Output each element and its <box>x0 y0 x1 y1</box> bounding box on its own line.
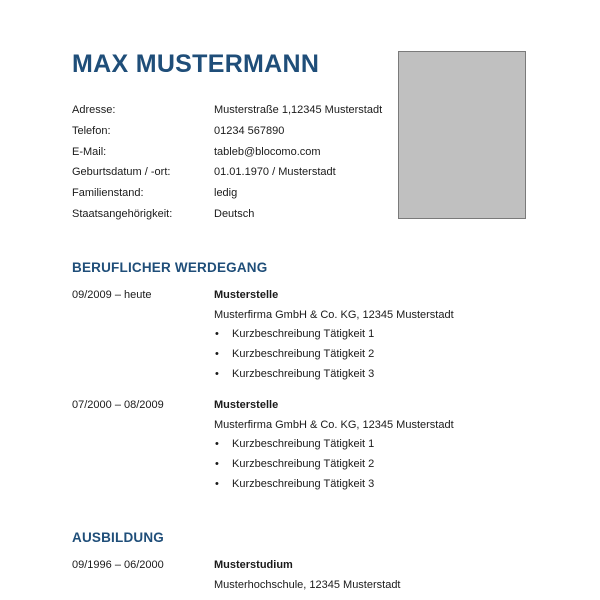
info-row-phone <box>72 121 402 142</box>
info-row-birth <box>72 162 402 183</box>
entry-body <box>214 285 544 384</box>
info-value: 01234 567890 <box>214 124 285 137</box>
bullet-icon: • <box>215 328 219 340</box>
task-item <box>214 344 544 364</box>
info-row-marital-status <box>72 183 402 204</box>
entry-date: 09/1996 – 06/2000 <box>72 559 164 571</box>
bullet-icon: • <box>215 368 219 380</box>
info-label: Geburtsdatum / -ort: <box>72 166 171 179</box>
info-value: Deutsch <box>214 207 255 220</box>
task-text: Kurzbeschreibung Tätigkeit 2 <box>232 458 375 470</box>
bullet-icon: • <box>215 458 219 470</box>
cv-name: MAX MUSTERMANN <box>72 50 320 78</box>
entry-title: Musterstudium <box>214 559 293 571</box>
task-text: Kurzbeschreibung Tätigkeit 2 <box>232 348 375 360</box>
photo-placeholder <box>398 51 526 219</box>
info-row-nationality <box>72 204 402 225</box>
task-text: Kurzbeschreibung Tätigkeit 3 <box>232 368 375 380</box>
info-value: tableb@blocomo.com <box>214 145 321 158</box>
info-label: Familienstand: <box>72 187 144 200</box>
section-heading-career: BERUFLICHER WERDEGANG <box>72 260 268 275</box>
entry-body <box>214 395 544 494</box>
task-text: Kurzbeschreibung Tätigkeit 3 <box>232 478 375 490</box>
info-label: Telefon: <box>72 124 111 137</box>
task-text: Kurzbeschreibung Tätigkeit 1 <box>232 438 375 450</box>
task-list <box>214 434 544 494</box>
entry-body <box>214 555 544 594</box>
entry-title: Musterstelle <box>214 289 279 301</box>
task-item <box>214 454 544 474</box>
info-row-address <box>72 100 402 121</box>
entry-company: Musterfirma GmbH & Co. KG, 12345 Musterstadt <box>214 419 454 431</box>
task-item <box>214 434 544 454</box>
task-item <box>214 364 544 384</box>
info-value: 01.01.1970 / Musterstadt <box>214 166 336 179</box>
task-item <box>214 324 544 344</box>
entry-date: 09/2009 – heute <box>72 289 152 301</box>
info-label: Staatsangehörigkeit: <box>72 207 173 220</box>
info-value: ledig <box>214 187 238 200</box>
info-value: Musterstraße 1,12345 Musterstadt <box>214 104 383 116</box>
task-item <box>214 474 544 494</box>
task-text: Kurzbeschreibung Tätigkeit 1 <box>232 328 375 340</box>
bullet-icon: • <box>215 478 219 490</box>
task-list <box>214 324 544 384</box>
entry-date: 07/2000 – 08/2009 <box>72 399 164 411</box>
bullet-icon: • <box>215 348 219 360</box>
info-label: E-Mail: <box>72 145 107 158</box>
info-row-email <box>72 142 402 163</box>
bullet-icon: • <box>215 438 219 450</box>
info-label: Adresse: <box>72 104 116 116</box>
section-heading-education: AUSBILDUNG <box>72 530 164 545</box>
entry-company: Musterfirma GmbH & Co. KG, 12345 Musterstadt <box>214 309 454 321</box>
personal-info <box>72 100 402 225</box>
entry-institution: Musterhochschule, 12345 Musterstadt <box>214 579 401 591</box>
entry-title: Musterstelle <box>214 399 279 411</box>
